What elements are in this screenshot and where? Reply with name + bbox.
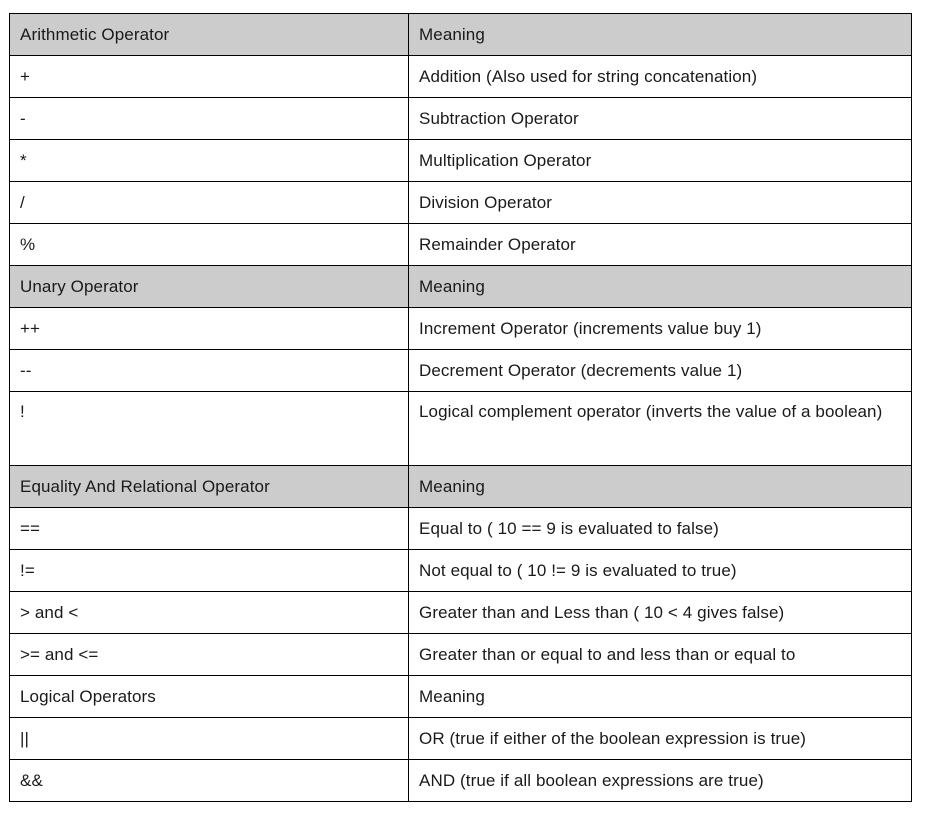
operator-cell: && xyxy=(10,760,409,802)
table-row xyxy=(10,350,912,392)
table-row xyxy=(10,224,912,266)
operator-cell: == xyxy=(10,508,409,550)
meaning-cell: Greater than or equal to and less than or equal to xyxy=(409,634,912,676)
section-header-operator-cell: Arithmetic Operator xyxy=(10,14,409,56)
meaning-cell: OR (true if either of the boolean expression is true) xyxy=(409,718,912,760)
table-row xyxy=(10,98,912,140)
operator-cell: * xyxy=(10,140,409,182)
operator-cell: >= and <= xyxy=(10,634,409,676)
operator-cell: + xyxy=(10,56,409,98)
table-row xyxy=(10,634,912,676)
meaning-cell: Equal to ( 10 == 9 is evaluated to false) xyxy=(409,508,912,550)
table-section-header-row xyxy=(10,676,912,718)
meaning-cell: Addition (Also used for string concatenation) xyxy=(409,56,912,98)
meaning-cell: Increment Operator (increments value buy 1) xyxy=(409,308,912,350)
operator-cell: > and < xyxy=(10,592,409,634)
operator-cell: != xyxy=(10,550,409,592)
table-row xyxy=(10,182,912,224)
table-row xyxy=(10,56,912,98)
table-row xyxy=(10,760,912,802)
operators-table xyxy=(9,13,912,802)
meaning-cell: Multiplication Operator xyxy=(409,140,912,182)
operator-cell: - xyxy=(10,98,409,140)
section-header-operator-cell: Unary Operator xyxy=(10,266,409,308)
operator-cell: || xyxy=(10,718,409,760)
table-section-header-row xyxy=(10,266,912,308)
table-row xyxy=(10,140,912,182)
operator-cell: % xyxy=(10,224,409,266)
section-header-operator-cell: Logical Operators xyxy=(10,676,409,718)
table-row xyxy=(10,392,912,466)
table-row xyxy=(10,718,912,760)
meaning-cell: Division Operator xyxy=(409,182,912,224)
section-header-meaning-cell: Meaning xyxy=(409,466,912,508)
meaning-cell: Remainder Operator xyxy=(409,224,912,266)
section-header-meaning-cell: Meaning xyxy=(409,676,912,718)
meaning-cell: Decrement Operator (decrements value 1) xyxy=(409,350,912,392)
table-row xyxy=(10,592,912,634)
meaning-cell: AND (true if all boolean expressions are true) xyxy=(409,760,912,802)
section-header-operator-cell: Equality And Relational Operator xyxy=(10,466,409,508)
operators-table-container xyxy=(9,13,911,802)
operator-cell: -- xyxy=(10,350,409,392)
table-row xyxy=(10,508,912,550)
table-row xyxy=(10,550,912,592)
operator-cell: / xyxy=(10,182,409,224)
table-section-header-row xyxy=(10,466,912,508)
table-row xyxy=(10,308,912,350)
meaning-cell: Subtraction Operator xyxy=(409,98,912,140)
operator-cell: ++ xyxy=(10,308,409,350)
operator-cell: ! xyxy=(10,392,409,466)
meaning-cell: Not equal to ( 10 != 9 is evaluated to true) xyxy=(409,550,912,592)
operators-table-body xyxy=(10,14,912,802)
table-section-header-row xyxy=(10,14,912,56)
section-header-meaning-cell: Meaning xyxy=(409,14,912,56)
meaning-cell: Greater than and Less than ( 10 < 4 gives false) xyxy=(409,592,912,634)
section-header-meaning-cell: Meaning xyxy=(409,266,912,308)
meaning-cell: Logical complement operator (inverts the value of a boolean) xyxy=(409,392,912,466)
